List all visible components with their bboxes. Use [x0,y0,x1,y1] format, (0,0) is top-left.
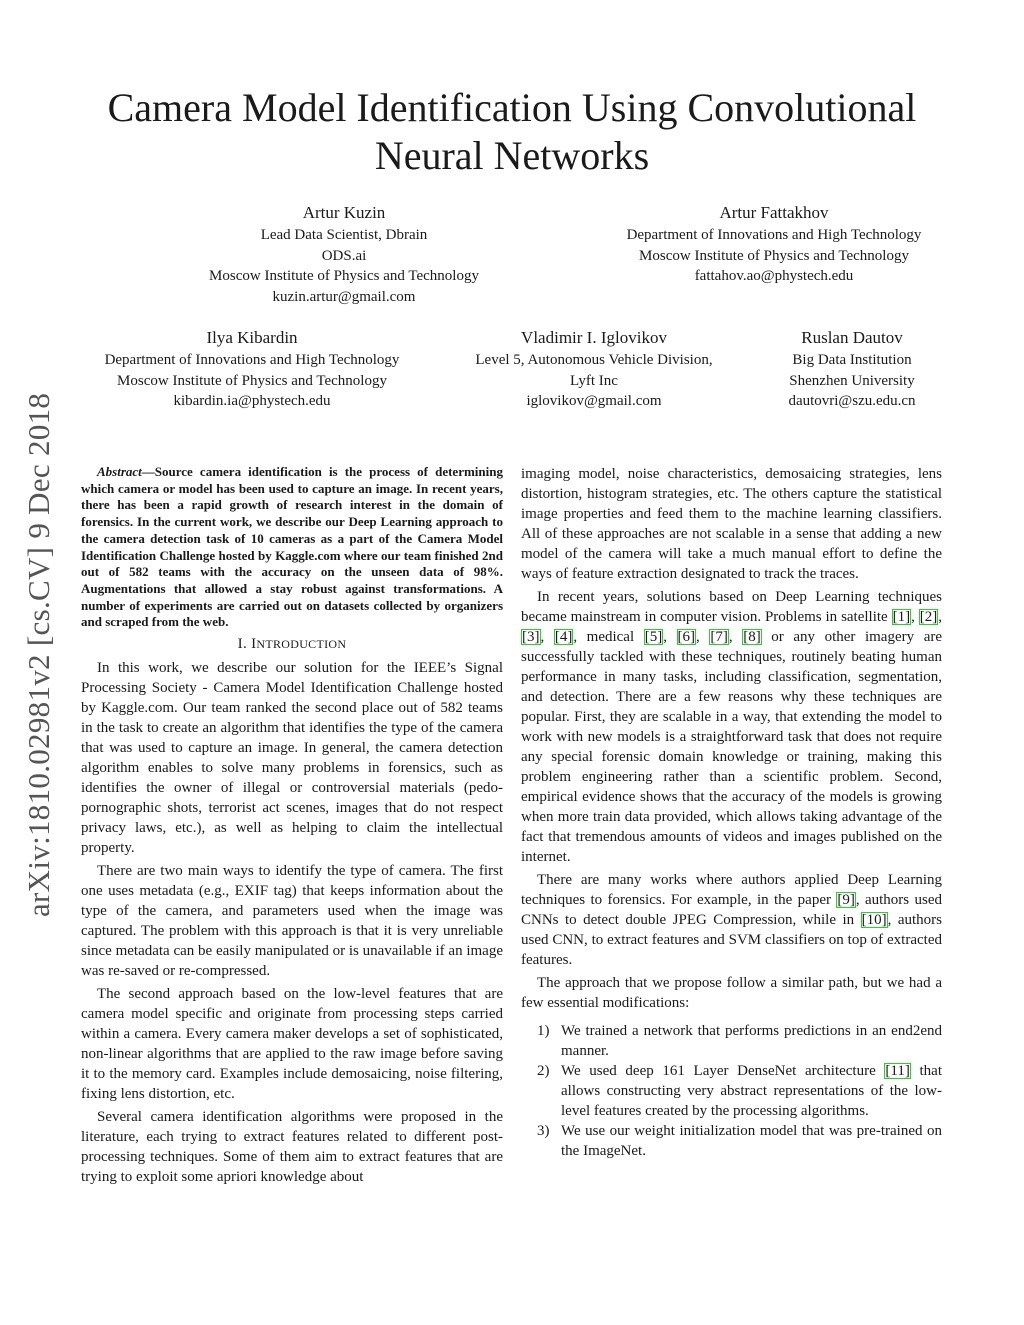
list-text: that allows constructing very abstract representations of the low-level features created by the processing algorithms. [561,1063,942,1119]
citation-link[interactable]: [10] [861,912,887,928]
author-block [752,326,952,412]
list-text: We used deep 161 Layer DenseNet architecture [561,1063,885,1079]
paper-title: Camera Model Identification Using Convolutional Neural Networks [107,85,917,178]
author-affiliation: Lyft Inc [570,372,618,389]
citation-link[interactable]: [9] [837,892,855,908]
abstract-text: —Source camera identification is the process of determining which camera or model has been used to capture an image. In recent years, there has been a rapid growth of research interest in the domain of forensics. In the current work, we describe our Deep Learning approach to the camera detection task of 10 cameras as a part of the Camera Model Identification Challenge hosted by Kaggle.com where our team finished 2nd out of 582 teams with the accuracy on the unseen data of 98%. Augmentations that allowed a stay robust against transformations. A number of experiments are carried out on datasets collected by organizers and scraped from the web. [81,464,503,630]
paragraph: Several camera identification algorithms were proposed in the literature, each trying to extract features related to different post-processing techniques. Some of them aim to extract features that are trying to exploit some apriori knowledge about [81,1109,503,1186]
author-affiliation: Lead Data Scientist, Dbrain [260,227,428,243]
paragraph-text: or any other imagery are successfully tackled with these techniques, routinely beating human performance in many tasks, including classification, segmentation, and detection. There are a few reasons why these techniques are popular. First, they are scalable in a way, that extending the model to work with new models is a straightforward task that does not require any special forensic domain knowledge or training, making this problem engineering rather than a scientific problem. Second, empirical evidence shows that the accuracy of the models is growing when more train data provided, which allows taking advantage of the fact that tremendous amounts of videos and images published on the internet. [521,629,943,865]
left-column [81,464,503,1190]
section-numeral: I. [237,636,248,653]
list-text: We trained a network that performs predictions in an end2end manner. [561,1023,942,1059]
author-affiliation: Level 5, Autonomous Vehicle Division, [475,352,713,368]
author-affiliation: Department of Innovations and High Technology [104,352,400,368]
citation-link[interactable]: [8] [743,629,761,645]
paragraph: The second approach based on the low-level features that are camera model specific and originate from processing steps carried within a camera. Every camera maker develops a set of sophisticated, non-linear algorithms that are applied to the raw image before saving it to the memory card. Examples include demosaicing, noise filtering, fixing lens distortion, etc. [81,986,503,1103]
author-affiliation: Shenzhen University [789,372,915,389]
citation-link[interactable]: [5] [644,629,663,645]
section-heading-introduction [81,634,503,654]
author-affiliation: Department of Innovations and High Technology [626,227,922,243]
paragraph: In this work, we describe our solution for the IEEE’s Signal Processing Society - Camera Model Identification Challenge hosted by Kaggle.com. Our team ranked the second place out of 582 teams in the task to create an algorithm that identifies the type of the camera that was used to capture an image. In general, the camera detection algorithm enables to solve many problems in forensics, such as identifies the owner of illegal or controversial materials (pedo-pornographic shots, terrorist act scenes, images that do not respect privacy laws, etc.), as well as helping to claim the intellectual property. [81,660,503,857]
paragraph-text: , authors used CNNs to detect double JPEG Compression, while in [521,892,942,928]
list-number: 3) [537,1123,550,1139]
paragraph [521,870,942,970]
section-title-rest: NTRODUCTION [256,637,347,652]
list-text: We use our weight initialization model that was pre-trained on the ImageNet. [561,1123,942,1159]
author-affiliation: Moscow Institute of Physics and Technology [639,247,909,264]
author-affiliation: ODS.ai [321,247,367,264]
author-affiliation: Big Data Institution [792,352,912,368]
paragraph-text: In recent years, solutions based on Deep Learning techniques became mainstream in computer vision. Problems in satellite [521,589,942,625]
list-number: 2) [537,1063,550,1079]
contributions-list [521,1021,942,1161]
author-affiliation: Moscow Institute of Physics and Technology [209,268,479,285]
citation-link[interactable]: [1] [892,609,911,625]
author-email: fattahov.ao@phystech.edu [694,268,854,285]
paragraph: imaging model, noise characteristics, demosaicing strategies, lens distortion, histogram strategies, etc. The others capture the statistical image properties and feed them to the machine learning classifiers. All of these approaches are not scalable in a sense that adding a new model of the camera will take a much manual effort to define the ways of feature extraction designated to track the traces. [521,466,942,582]
paragraph: There are two main ways to identify the type of camera. The first one uses metadata (e.g., EXIF tag) that keeps information about the type of the camera, and parameters used when the image was captured. The problem with this approach is that it is very unreliable since metadata can be easily manipulated or is unavailable if an image was re-saved or re-compressed. [81,863,503,980]
author-name: Vladimir I. Iglovikov [521,328,667,347]
list-item [521,1021,942,1061]
author-email: kibardin.ia@phystech.edu [173,393,331,410]
right-column [521,464,942,1161]
paragraph-text: , authors used CNN, to extract features and SVM classifiers on top of extracted features. [521,912,942,968]
paragraph-text: There are many works where authors applied Deep Learning techniques to forensics. For example, in the paper [521,872,942,908]
citation-link[interactable]: [6] [677,629,696,645]
list-number: 1) [537,1023,550,1039]
list-item [521,1121,942,1161]
author-affiliation: Moscow Institute of Physics and Technology [117,372,387,389]
author-name: Ilya Kibardin [206,328,298,347]
section-first-letter: I [251,636,257,653]
abstract [81,464,503,631]
citation-link[interactable]: [4] [554,629,573,645]
citation-link[interactable]: [2] [919,609,938,625]
author-block [62,326,442,412]
author-name: Artur Fattakhov [719,203,829,222]
arxiv-identifier: arXiv:1810.02981v2 [cs.CV] 9 Dec 2018 [21,392,56,918]
paragraph-text: medical [586,629,635,645]
abstract-label: Abstract [97,464,142,479]
paragraph: The approach that we propose follow a similar path, but we had a few essential modifications: [521,975,942,1011]
author-email: dautovri@szu.edu.cn [788,393,916,410]
author-email: iglovikov@gmail.com [526,393,662,410]
author-name: Ruslan Dautov [801,328,903,347]
citation-link[interactable]: [3] [522,629,540,645]
paragraph: In recent years, solutions based on Deep Learning techniques became mainstream in computer vision. Problems in satellite [1], [2], [3], [4], medical [5], [6], [7], [8] or any other imagery are successfully tackled with these techniques, routinely beating human performance in many tasks, including classification, segmentation, and detection. There are a few reasons why these techniques are popular. First, they are scalable in a way, that extending the model to work with new models is a straightforward task that does not require any special forensic domain knowledge or training, making this problem engineering rather than a scientific problem. Second, empirical evidence shows that the accuracy of the models is growing when more train data provided, which allows taking advantage of the fact that tremendous amounts of videos and images published on the internet. [521,589,943,865]
citation-link[interactable]: [7] [710,629,728,645]
author-name: Artur Kuzin [302,203,386,222]
author-email: kuzin.artur@gmail.com [272,289,416,306]
list-item [521,1061,942,1121]
author-block [440,326,748,412]
author-block [574,201,974,287]
author-block [164,201,524,308]
citation-link[interactable]: [11] [885,1063,910,1079]
